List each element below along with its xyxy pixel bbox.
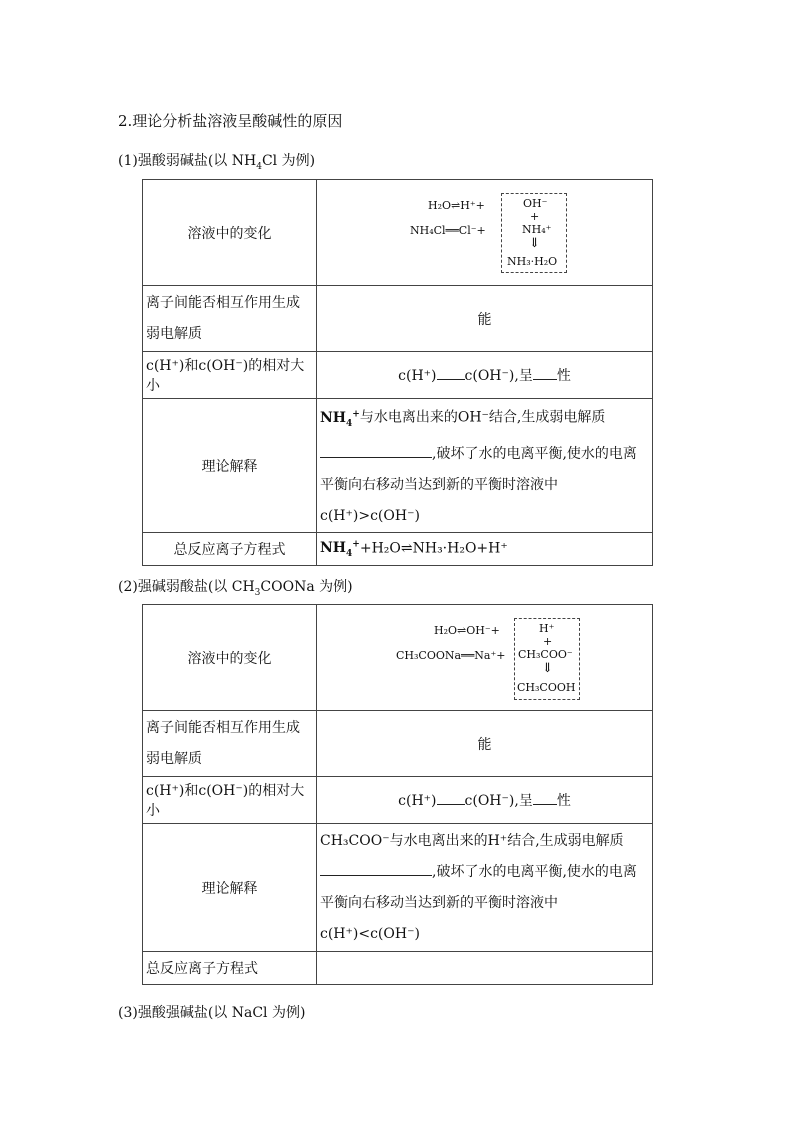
title-post: COONa 为例): [260, 579, 353, 595]
row-value: [317, 399, 653, 533]
table-row: [143, 711, 653, 777]
box-plus: +: [543, 634, 553, 648]
row-label: 离子间能否相互作用生成弱电解质: [143, 286, 317, 352]
water-ionization: H₂O⇌OH⁻+: [434, 623, 500, 637]
explain-line-4: c(H⁺)>c(OH⁻): [320, 508, 420, 525]
analysis-table-2: [142, 604, 653, 985]
explain-line-2: ,破坏了水的电离平衡,使水的电离: [320, 857, 649, 888]
salt-ionization: CH₃COONa══Na⁺+: [396, 648, 506, 662]
down-double-arrow: ⇓: [529, 235, 540, 251]
value-pre: c(H⁺): [398, 793, 437, 809]
table-row: [143, 180, 653, 286]
row-label: c(H⁺)和c(OH⁻)的相对大小: [143, 352, 317, 399]
answer-blank: [533, 790, 557, 805]
subsection-title-3: (3)强酸强碱盐(以 NaCl 为例): [118, 1005, 306, 1021]
row-label: 理论解释: [143, 399, 317, 533]
water-ionization: H₂O⇌H⁺+: [428, 198, 485, 212]
row-label: 溶液中的变化: [143, 605, 317, 711]
subsection-title-2: [118, 576, 353, 598]
box-product: NH₃·H₂O: [507, 254, 558, 268]
row-value: 能: [317, 286, 653, 352]
ammonium-ion: $NH_4^+$: [320, 539, 360, 560]
diagram-cell: [317, 605, 653, 711]
row-value: [317, 777, 653, 824]
table-row: [143, 824, 653, 952]
diagram-cell: [317, 180, 653, 286]
value-post: 性: [556, 368, 571, 384]
title-post: Cl 为例): [261, 153, 316, 169]
explain-text: 与水电离出来的OH⁻结合,生成弱电解质: [359, 409, 606, 426]
box-ion-2: CH₃COO⁻: [518, 647, 573, 661]
row-value: [317, 952, 653, 985]
salt-ionization: NH₄Cl══Cl⁻+: [410, 223, 486, 237]
box-ion-2: NH₄⁺: [522, 222, 552, 236]
box-plus: +: [530, 209, 540, 223]
answer-blank: [320, 443, 432, 458]
equation-text: +H₂O⇌NH₃·H₂O+H⁺: [359, 540, 508, 557]
title-sub: 4: [256, 161, 262, 172]
table-row: [143, 777, 653, 824]
table-row: [143, 399, 653, 533]
box-product: CH₃COOH: [517, 680, 576, 694]
row-label: 总反应离子方程式: [143, 533, 317, 566]
answer-blank: [437, 365, 465, 380]
row-value: 能: [317, 711, 653, 777]
ionization-diagram: [320, 181, 649, 285]
down-double-arrow: ⇓: [542, 660, 553, 676]
table-row: [143, 352, 653, 399]
title-pre: (2)强碱弱酸盐(以 CH: [118, 579, 255, 595]
explain-line-3: 平衡向右移动当达到新的平衡时溶液中: [320, 894, 558, 911]
explain-line-3: 平衡向右移动当达到新的平衡时溶液中: [320, 477, 558, 494]
table-row: [143, 952, 653, 985]
table-row: [143, 605, 653, 711]
answer-blank: [437, 790, 465, 805]
title-sub: 3: [254, 587, 261, 598]
title-pre: (1)强酸弱碱盐(以 NH: [118, 153, 257, 169]
value-mid: c(OH⁻),呈: [464, 368, 533, 384]
explain-line-1: CH₃COO⁻与水电离出来的H⁺结合,生成弱电解质: [320, 832, 624, 849]
row-label: 离子间能否相互作用生成弱电解质: [143, 711, 317, 777]
box-ion-1: OH⁻: [523, 196, 548, 210]
subsection-title-1: [118, 150, 315, 172]
section-heading: 2.理论分析盐溶液呈酸碱性的原因: [118, 112, 343, 130]
row-value: [317, 533, 653, 566]
row-label: 理论解释: [143, 824, 317, 952]
value-pre: c(H⁺): [398, 368, 437, 384]
row-value: [317, 352, 653, 399]
table-row: [143, 533, 653, 566]
row-value: [317, 824, 653, 952]
row-label: 溶液中的变化: [143, 180, 317, 286]
explain-line-4: c(H⁺)<c(OH⁻): [320, 925, 420, 942]
explain-line-2: ,破坏了水的电离平衡,使水的电离: [320, 439, 649, 470]
row-label: c(H⁺)和c(OH⁻)的相对大小: [143, 777, 317, 824]
ionization-diagram: [320, 606, 649, 710]
table-row: [143, 286, 653, 352]
answer-blank: [533, 365, 557, 380]
box-ion-1: H⁺: [539, 621, 555, 635]
value-mid: c(OH⁻),呈: [464, 793, 533, 809]
ammonium-ion: $NH_4^+$: [320, 409, 360, 429]
row-label: 总反应离子方程式: [143, 952, 317, 985]
value-post: 性: [556, 793, 571, 809]
analysis-table-1: [142, 179, 653, 566]
explain-line-1: [320, 399, 649, 439]
answer-blank: [320, 861, 432, 876]
